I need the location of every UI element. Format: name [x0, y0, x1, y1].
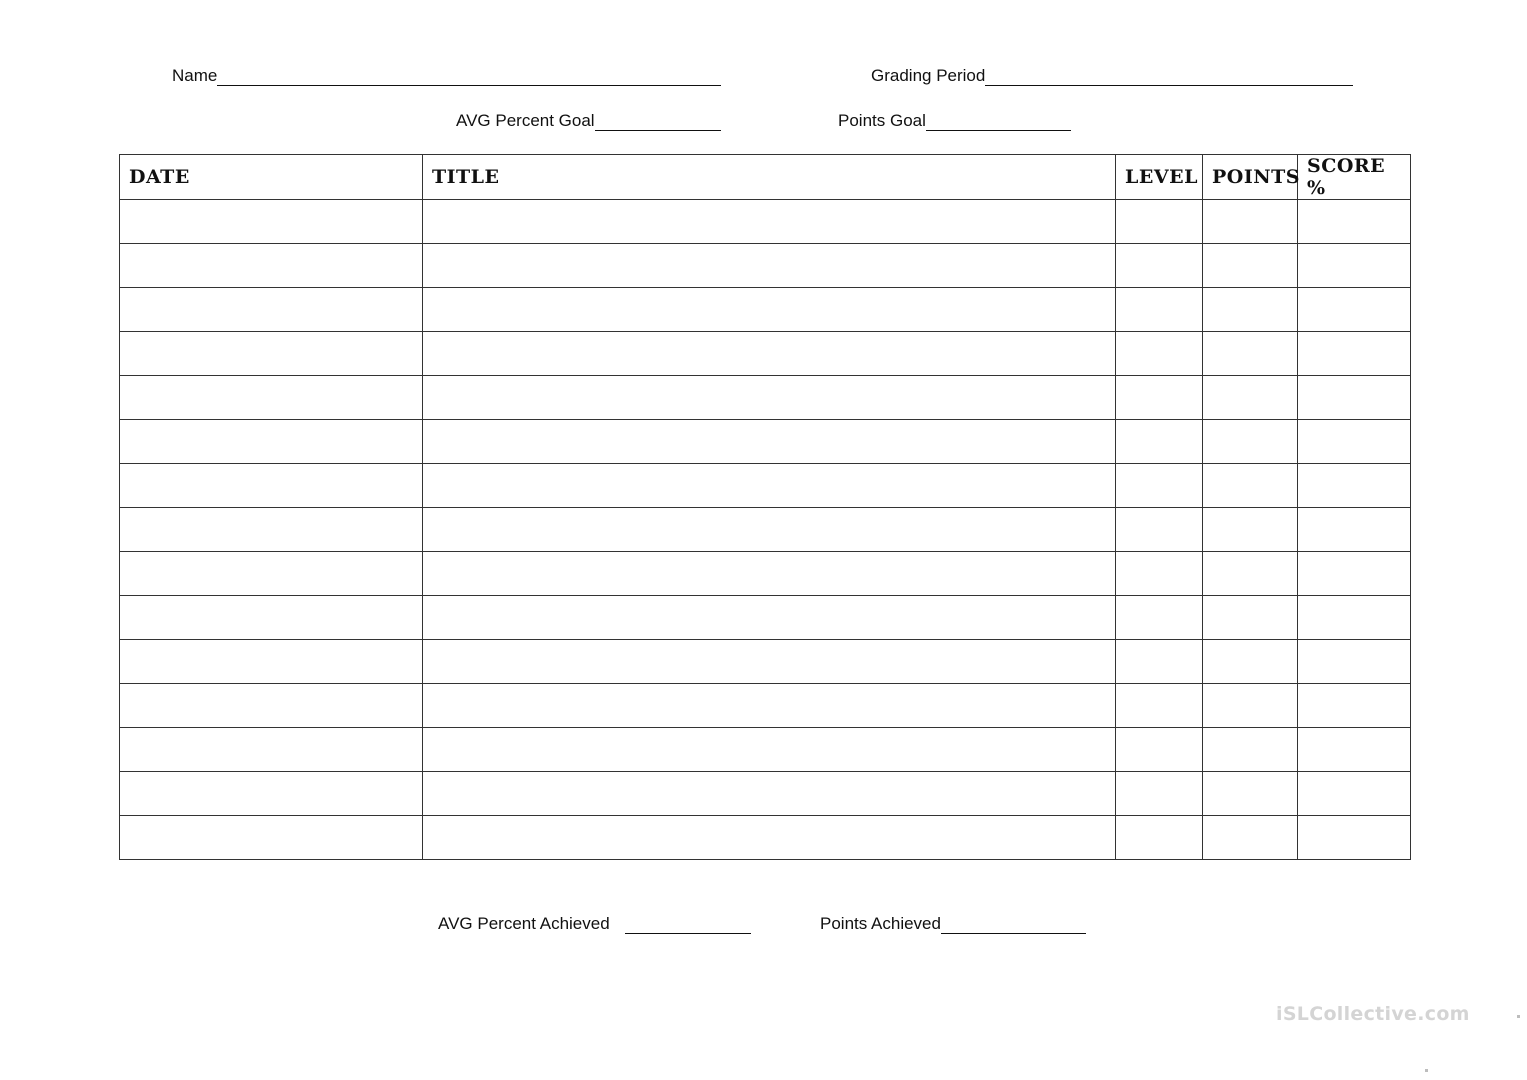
cell-points[interactable] — [1203, 376, 1298, 420]
cell-title[interactable] — [423, 288, 1116, 332]
cell-level[interactable] — [1116, 684, 1203, 728]
cell-points[interactable] — [1203, 200, 1298, 244]
decorative-dot — [1517, 1015, 1520, 1018]
table-row — [120, 728, 1411, 772]
table-row — [120, 332, 1411, 376]
table-body — [120, 200, 1411, 860]
cell-score[interactable] — [1298, 728, 1411, 772]
cell-date[interactable] — [120, 596, 423, 640]
table-header-row — [120, 155, 1411, 200]
cell-score[interactable] — [1298, 376, 1411, 420]
cell-level[interactable] — [1116, 376, 1203, 420]
cell-date[interactable] — [120, 640, 423, 684]
table-row — [120, 816, 1411, 860]
column-header-level: LEVEL — [1116, 155, 1203, 200]
cell-level[interactable] — [1116, 596, 1203, 640]
cell-score[interactable] — [1298, 288, 1411, 332]
cell-score[interactable] — [1298, 200, 1411, 244]
name-label: Name — [172, 66, 218, 85]
cell-date[interactable] — [120, 332, 423, 376]
cell-score[interactable] — [1298, 684, 1411, 728]
cell-title[interactable] — [423, 816, 1116, 860]
avg-percent-achieved-label: AVG Percent Achieved — [438, 914, 610, 933]
points-achieved-input-line[interactable] — [941, 917, 1086, 934]
cell-title[interactable] — [423, 332, 1116, 376]
cell-date[interactable] — [120, 508, 423, 552]
cell-level[interactable] — [1116, 640, 1203, 684]
cell-level[interactable] — [1116, 552, 1203, 596]
grading-period-label: Grading Period — [871, 66, 986, 85]
cell-points[interactable] — [1203, 244, 1298, 288]
cell-title[interactable] — [423, 552, 1116, 596]
cell-points[interactable] — [1203, 420, 1298, 464]
table-row — [120, 640, 1411, 684]
cell-title[interactable] — [423, 640, 1116, 684]
avg-percent-achieved-input-line[interactable] — [625, 917, 751, 934]
cell-title[interactable] — [423, 200, 1116, 244]
table-row — [120, 288, 1411, 332]
points-goal-field[interactable] — [838, 111, 1071, 131]
cell-score[interactable] — [1298, 596, 1411, 640]
column-header-score: SCORE % — [1298, 155, 1411, 200]
cell-date[interactable] — [120, 816, 423, 860]
table-row — [120, 552, 1411, 596]
cell-points[interactable] — [1203, 772, 1298, 816]
table-row — [120, 596, 1411, 640]
cell-date[interactable] — [120, 200, 423, 244]
cell-title[interactable] — [423, 772, 1116, 816]
points-goal-input-line[interactable] — [926, 114, 1071, 131]
table-row — [120, 464, 1411, 508]
cell-points[interactable] — [1203, 728, 1298, 772]
table-row — [120, 420, 1411, 464]
cell-score[interactable] — [1298, 332, 1411, 376]
cell-points[interactable] — [1203, 816, 1298, 860]
cell-points[interactable] — [1203, 332, 1298, 376]
cell-score[interactable] — [1298, 772, 1411, 816]
cell-date[interactable] — [120, 420, 423, 464]
cell-score[interactable] — [1298, 420, 1411, 464]
cell-title[interactable] — [423, 728, 1116, 772]
column-header-title: TITLE — [423, 155, 1116, 200]
points-achieved-field[interactable] — [820, 914, 1086, 934]
cell-score[interactable] — [1298, 508, 1411, 552]
avg-percent-goal-label: AVG Percent Goal — [456, 111, 595, 130]
table-row — [120, 244, 1411, 288]
cell-score[interactable] — [1298, 640, 1411, 684]
cell-level[interactable] — [1116, 772, 1203, 816]
cell-points[interactable] — [1203, 464, 1298, 508]
table-row — [120, 200, 1411, 244]
cell-level[interactable] — [1116, 288, 1203, 332]
cell-points[interactable] — [1203, 596, 1298, 640]
cell-title[interactable] — [423, 596, 1116, 640]
cell-level[interactable] — [1116, 464, 1203, 508]
cell-points[interactable] — [1203, 684, 1298, 728]
cell-level[interactable] — [1116, 816, 1203, 860]
decorative-dot — [1425, 1069, 1428, 1072]
cell-level[interactable] — [1116, 508, 1203, 552]
cell-score[interactable] — [1298, 244, 1411, 288]
avg-percent-goal-field[interactable] — [456, 111, 721, 131]
cell-points[interactable] — [1203, 552, 1298, 596]
cell-title[interactable] — [423, 420, 1116, 464]
cell-score[interactable] — [1298, 816, 1411, 860]
name-input-line[interactable] — [217, 69, 721, 86]
watermark-logo: iSLCollective.com — [1276, 1003, 1470, 1025]
cell-level[interactable] — [1116, 332, 1203, 376]
cell-date[interactable] — [120, 728, 423, 772]
cell-title[interactable] — [423, 684, 1116, 728]
table-row — [120, 376, 1411, 420]
points-achieved-label: Points Achieved — [820, 914, 941, 933]
avg-percent-goal-input-line[interactable] — [595, 114, 721, 131]
cell-level[interactable] — [1116, 728, 1203, 772]
cell-score[interactable] — [1298, 552, 1411, 596]
cell-title[interactable] — [423, 464, 1116, 508]
cell-date[interactable] — [120, 684, 423, 728]
column-header-points: POINTS — [1203, 155, 1298, 200]
table-row — [120, 684, 1411, 728]
grading-period-field[interactable] — [871, 66, 1353, 86]
cell-date[interactable] — [120, 244, 423, 288]
table-row — [120, 772, 1411, 816]
name-field[interactable] — [172, 66, 721, 86]
avg-percent-achieved-field[interactable] — [438, 914, 751, 934]
grading-period-input-line[interactable] — [985, 69, 1353, 86]
cell-date[interactable] — [120, 464, 423, 508]
cell-level[interactable] — [1116, 420, 1203, 464]
cell-date[interactable] — [120, 288, 423, 332]
cell-title[interactable] — [423, 376, 1116, 420]
column-header-date: DATE — [120, 155, 423, 200]
cell-date[interactable] — [120, 376, 423, 420]
cell-date[interactable] — [120, 772, 423, 816]
cell-points[interactable] — [1203, 288, 1298, 332]
cell-points[interactable] — [1203, 508, 1298, 552]
reading-log-table — [119, 154, 1411, 860]
cell-date[interactable] — [120, 552, 423, 596]
cell-title[interactable] — [423, 508, 1116, 552]
table-row — [120, 508, 1411, 552]
cell-title[interactable] — [423, 244, 1116, 288]
cell-score[interactable] — [1298, 464, 1411, 508]
cell-points[interactable] — [1203, 640, 1298, 684]
points-goal-label: Points Goal — [838, 111, 926, 130]
cell-level[interactable] — [1116, 244, 1203, 288]
cell-level[interactable] — [1116, 200, 1203, 244]
